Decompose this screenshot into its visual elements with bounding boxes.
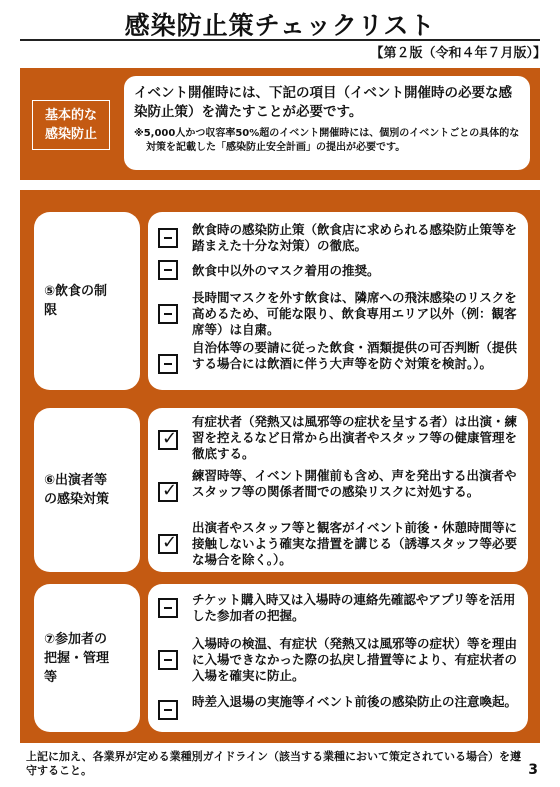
dash-icon (164, 313, 172, 315)
dash-icon (164, 363, 172, 365)
dash-icon (164, 659, 172, 661)
checklist-item-text: 飲食中以外のマスク着用の推奨。 (192, 263, 380, 278)
footer-note: 上記に加え、各業界が定める業種別ガイドライン（該当する業種において策定されている場合）を遵守すること。 (26, 750, 521, 777)
dash-icon (164, 269, 172, 271)
checklist-item-text: 長時間マスクを外す飲食は、隣席への飛沫感染のリスクを高めるため、可能な限り、飲食専用エリア以外（例：観客席等）は自粛。 (192, 290, 517, 337)
dash-icon (164, 607, 172, 609)
section-6-items (148, 408, 528, 572)
section-6-label: ⑥出演者等 の感染対策 (34, 408, 140, 572)
checkbox-unchecked[interactable] (158, 598, 178, 618)
checkbox-checked[interactable] (158, 482, 178, 502)
page-number: 3 (528, 762, 538, 778)
checklist-item-text: 入場時の検温、有症状（発熱又は風邪等の症状）等を理由に入場できなかった際の払戻し措置等により、有症状者の入場を確実に防止。 (192, 636, 518, 683)
checkbox-unchecked[interactable] (158, 260, 178, 280)
checklist-item-text: 出演者やスタッフ等と観客がイベント前後・休憩時間等に接触しないよう確実な措置を講じる（誘導スタッフ等必要な場合を除く。）。 (192, 520, 518, 567)
page-title: 感染防止策チェックリスト (124, 11, 436, 40)
section-7-label: ⑦参加者の 把握・管理 等 (34, 584, 140, 732)
checkbox-checked[interactable] (158, 534, 178, 554)
intro-label: 基本的な 感染防止 (32, 100, 110, 150)
checklist-item-text: 自治体等の要請に従った飲食・酒類提供の可否判断（提供する場合には飲酒に伴う大声等を防ぐ対策を検討。）。 (192, 340, 518, 371)
checkmark-icon: ✓ (162, 480, 178, 501)
checklist-item-text: 有症状者（発熱又は風邪等の症状を呈する者）は出演・練習を控えるなど日常から出演者やスタッフ等の健康管理を徹底する。 (192, 414, 518, 461)
checkmark-icon: ✓ (162, 532, 178, 553)
section-7-items (148, 584, 528, 732)
section-5-label: ⑤飲食の制 限 (34, 212, 140, 390)
checklist-item-text: 時差入退場の実施等イベント前後の感染防止の注意喚起。 (192, 694, 518, 709)
title-underline (20, 39, 540, 41)
checkbox-unchecked[interactable] (158, 650, 178, 670)
checkbox-unchecked[interactable] (158, 700, 178, 720)
checklist-item-text: チケット購入時又は入場時の連絡先確認やアプリ等を活用した参加者の把握。 (192, 592, 516, 623)
checklist-item-text: 飲食時の感染防止策（飲食店に求められる感染防止策等を踏まえた十分な対策）の徹底。 (192, 222, 518, 253)
intro-panel (20, 68, 540, 180)
checkmark-icon: ✓ (162, 428, 178, 449)
checkbox-unchecked[interactable] (158, 304, 178, 324)
dash-icon (164, 237, 172, 239)
checklist-panel (20, 190, 540, 743)
checkbox-checked[interactable] (158, 430, 178, 450)
intro-text-box (124, 76, 530, 170)
intro-main-text: イベント開催時には、下記の項目（イベント開催時の必要な感染防止策）を満たすことが必要です。 (134, 85, 512, 120)
section-5-items (148, 212, 528, 390)
checklist-item-text: 練習時等、イベント開催前も含め、声を発出する出演者やスタッフ等の関係者間での感染リスクに対処する。 (192, 468, 517, 499)
dash-icon (164, 709, 172, 711)
checkbox-unchecked[interactable] (158, 354, 178, 374)
checkbox-unchecked[interactable] (158, 228, 178, 248)
edition-label: 【第２版（令和４年７月版）】 (370, 46, 546, 61)
intro-note-text: ※5,000人かつ収容率50%超のイベント開催時には、個別のイベントごとの具体的な対策を記載した「感染防止安全計画」の提出が必要です。 (134, 128, 520, 153)
